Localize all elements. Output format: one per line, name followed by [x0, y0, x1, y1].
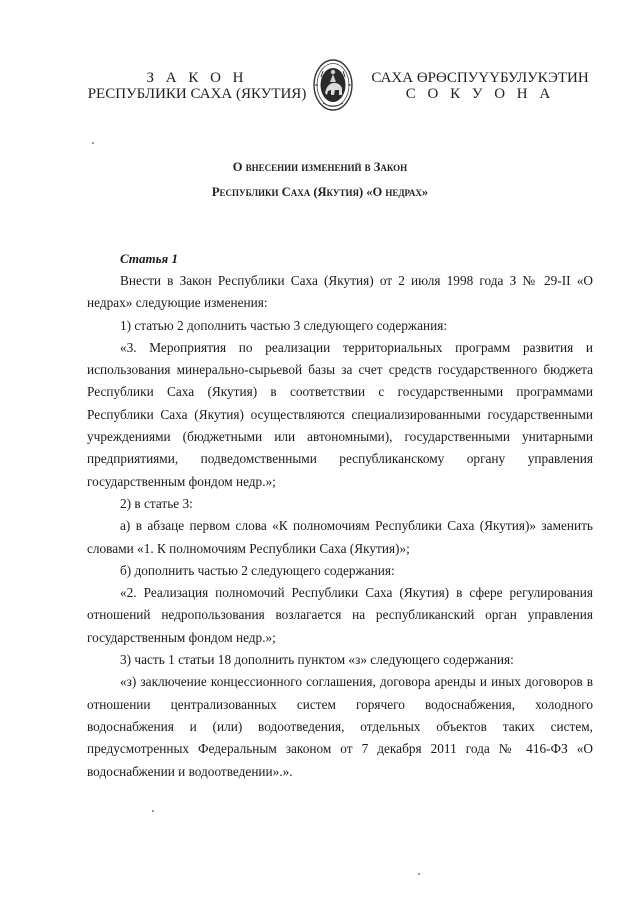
scan-mark: [152, 810, 154, 812]
state-emblem-icon: [312, 57, 354, 113]
paragraph: а) в абзаце первом слова «К полномочиям Республики Саха (Якутия)» заменить словами «1. К полномочиям Республики Саха (Якутия)»;: [87, 518, 593, 556]
republic-name: РЕСПУБЛИКИ САХА (ЯКУТИЯ): [87, 86, 307, 102]
letterhead-right: [362, 70, 598, 102]
paragraph: «3. Мероприятия по реализации территориальных программ развития и использования минерально-сырьевой базы за счет средств государственного бюджета Республики Саха (Якутия) в соответствии с государственными программами Республики Саха (Якутия) осуществляются специализированными государственными учреждениями (бюджетными или автономными), государственными унитарными предприятиями, подведомственными республиканскому органу управления государственным фондом недр.»;: [87, 339, 593, 489]
scan-mark: [418, 873, 420, 875]
paragraph: 2) в статье 3:: [120, 495, 193, 511]
paragraph: 1) статью 2 дополнить частью 3 следующего содержания:: [120, 317, 448, 333]
article-heading: Статья 1: [120, 251, 178, 266]
scan-mark: [92, 142, 94, 144]
paragraph: «2. Реализация полномочий Республики Саха (Якутия) в сфере регулирования отношений недропользования возлагается на республиканский орган управления государственным фондом недр.»;: [87, 585, 593, 645]
paragraph: Внести в Закон Республики Саха (Якутия) от 2 июля 1998 года З № 29-II «О недрах» следующие изменения:: [87, 273, 593, 311]
document-title-line1: О внесении изменений в Закон: [232, 160, 408, 174]
paragraph: б) дополнить частью 2 следующего содержания:: [120, 562, 395, 578]
law-word: З А К О Н: [146, 70, 248, 86]
paragraph: 3) часть 1 статьи 18 дополнить пунктом «з» следующего содержания:: [120, 652, 514, 668]
paragraph: «з) заключение концессионного соглашения, договора аренды и иных договоров в отношении централизованных систем горячего водоснабжения, холодного водоснабжения и (или) водоотведения, отдельных объектов таких систем, предусмотренных Федеральным законом от 7 декабря 2011 года № 416-ФЗ «О водоснабжении и водоотведении».».: [87, 674, 593, 779]
article-body: [87, 270, 593, 783]
law-word-yakut: С О К У О Н А: [405, 86, 555, 102]
document-title-line2: Республики Саха (Якутия) «О недрах»: [211, 185, 429, 199]
letterhead-left: [78, 70, 316, 102]
republic-name-yakut: САХА ӨРӨСПУҮҮБУЛУКЭТИН: [371, 70, 589, 86]
